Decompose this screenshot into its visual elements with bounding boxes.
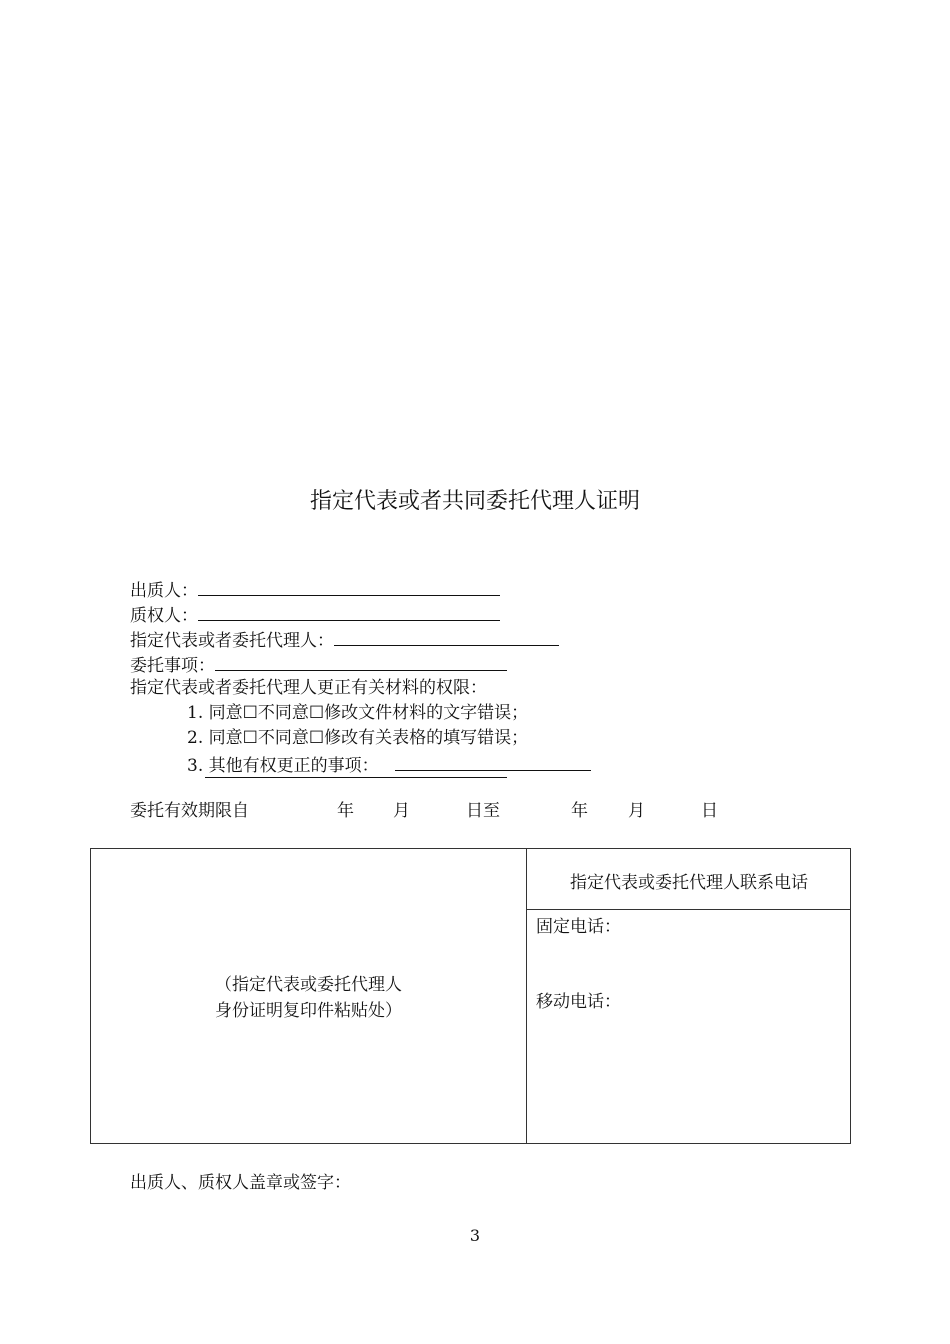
page-title: 指定代表或者共同委托代理人证明	[309, 489, 640, 514]
validity-year-start: 年	[337, 801, 354, 821]
permission-item-3	[187, 751, 591, 779]
table-divider-horizontal	[526, 909, 850, 910]
matters-row	[130, 651, 507, 679]
pledgee-row	[130, 601, 500, 629]
id-copy-line-1: （指定代表或委托代理人	[215, 975, 402, 995]
validity-month-start: 月	[393, 801, 410, 821]
agent-row	[130, 626, 559, 654]
signature-label: 出质人、质权人盖章或签字：	[130, 1173, 351, 1193]
other-matters-blank-2[interactable]	[205, 777, 507, 778]
permission-item-1: 1. 同意☐不同意☐修改文件材料的文字错误；	[187, 703, 529, 723]
permission-item-2: 2. 同意☐不同意☐修改有关表格的填写错误；	[187, 728, 529, 748]
phone-header: 指定代表或委托代理人联系电话	[570, 873, 808, 893]
pledgor-row	[130, 576, 500, 604]
validity-day-end: 日	[701, 801, 718, 821]
matters-label: 委托事项：	[130, 656, 215, 676]
id-copy-line-2: 身份证明复印件粘贴处）	[215, 1001, 402, 1021]
pledgor-blank[interactable]	[198, 576, 500, 596]
pledgor-label: 出质人：	[130, 581, 198, 601]
permission-item-3-label: 3. 其他有权更正的事项：	[187, 756, 379, 776]
mobile-label: 移动电话：	[536, 992, 621, 1012]
matters-blank[interactable]	[215, 651, 507, 671]
authority-label: 指定代表或者委托代理人更正有关材料的权限：	[130, 678, 487, 698]
validity-year-end: 年	[571, 801, 588, 821]
validity-month-end: 月	[628, 801, 645, 821]
agent-blank[interactable]	[334, 626, 559, 646]
validity-day-to: 日至	[466, 801, 500, 821]
id-copy-area[interactable]	[91, 972, 526, 1024]
table-divider-vertical	[526, 849, 527, 1143]
pledgee-blank[interactable]	[198, 601, 500, 621]
other-matters-blank[interactable]	[395, 751, 591, 771]
id-phone-table	[90, 848, 851, 1144]
landline-label: 固定电话：	[536, 917, 621, 937]
validity-prefix: 委托有效期限自	[130, 801, 249, 821]
agent-label: 指定代表或者委托代理人：	[130, 631, 334, 651]
page-number: 3	[469, 1226, 481, 1245]
pledgee-label: 质权人：	[130, 606, 198, 626]
